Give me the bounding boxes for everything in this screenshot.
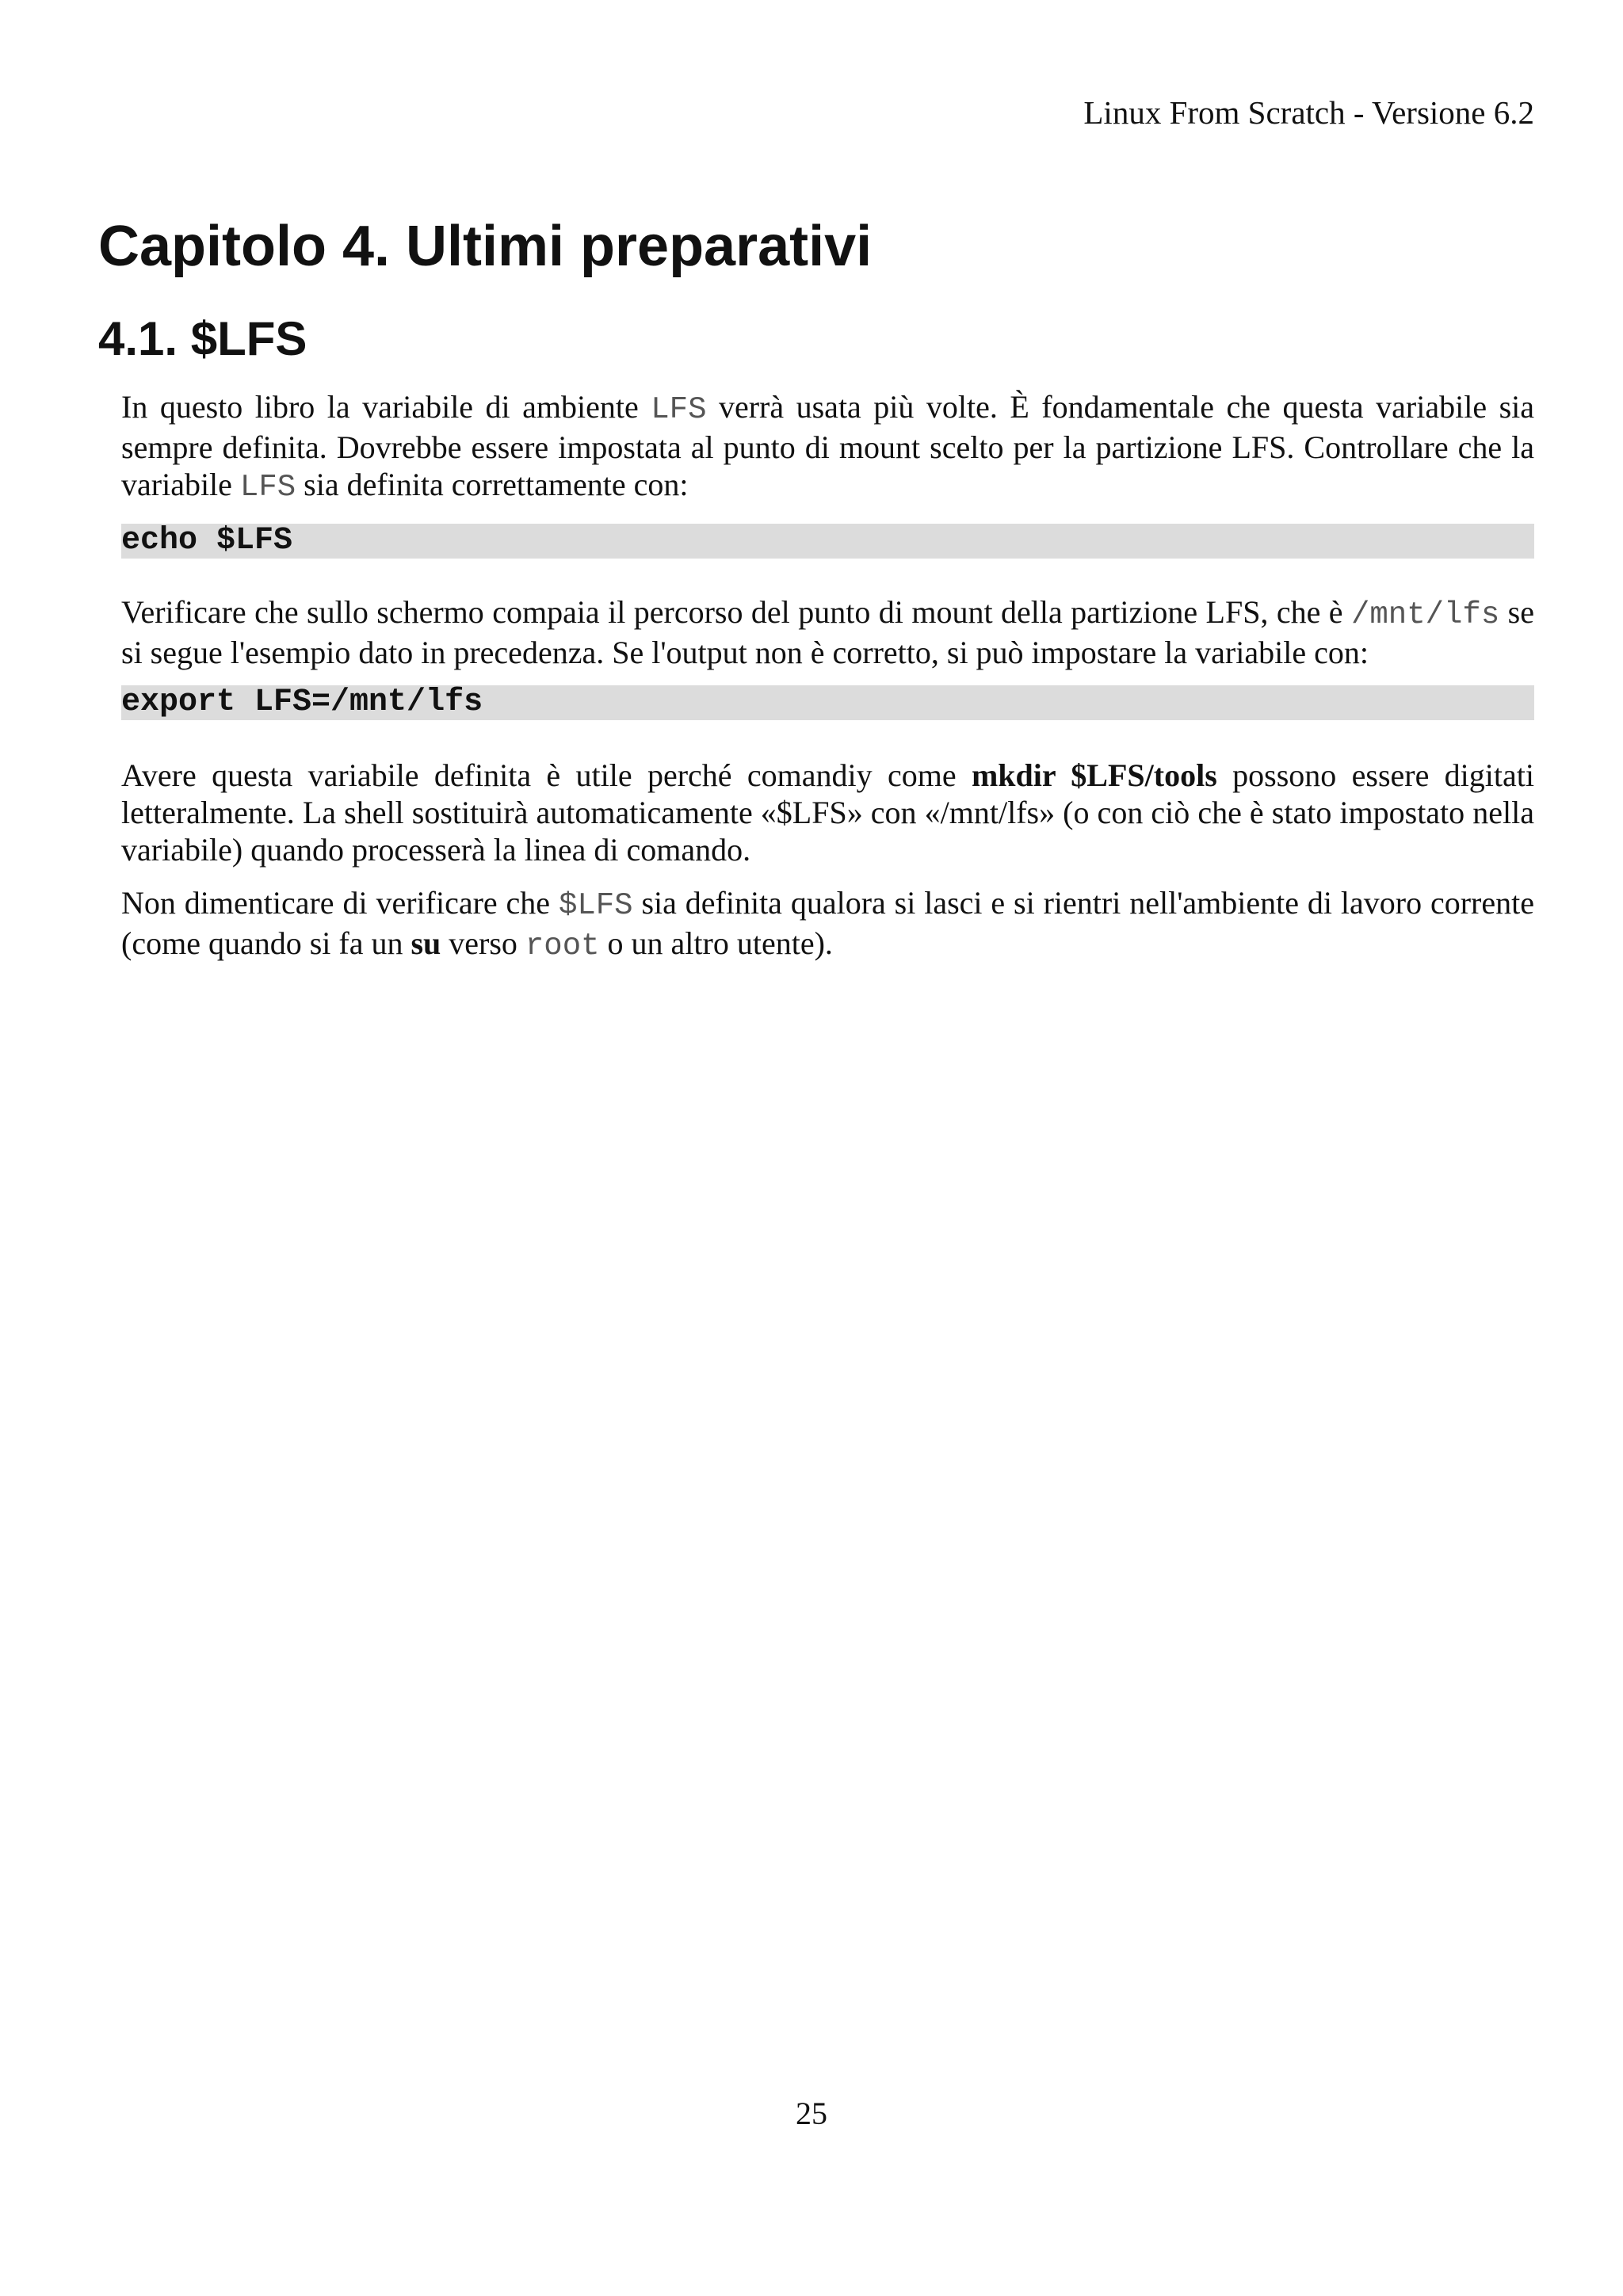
paragraph-variable-usage [121, 757, 1534, 868]
running-header: Linux From Scratch - Versione 6.2 [1083, 94, 1534, 131]
text-run: Verificare che sullo schermo compaia il percorso del punto di mount della partizione LFS, che è [121, 594, 1351, 630]
paragraph-reminder [121, 884, 1534, 965]
text-run: sia definita correttamente con: [296, 467, 689, 502]
command-block-echo: echo $LFS [121, 524, 1534, 559]
chapter-title: Capitolo 4. Ultimi preparativi [98, 215, 873, 278]
page-number: 25 [796, 2096, 827, 2131]
bold-command-mkdir: mkdir $LFS/tools [971, 757, 1217, 793]
text-run: sia definita qualora si lasci e si rientri nell'ambiente di lavoro corrente (come quando si fa un [121, 885, 1535, 961]
text-run: se si segue l'esempio dato in precedenza. Se l'output non è corretto, si può impostare la variabile con: [121, 594, 1534, 670]
text-run: Avere questa variabile definita è utile perché comandiy come [121, 757, 972, 793]
bold-command-su: su [411, 925, 441, 961]
text-run: verrà usata più volte. È fondamentale che questa variabile sia sempre definita. Dovrebbe essere impostata al punto di mount scelto per la partizione LFS. Controllare che la variabile [121, 389, 1535, 502]
paragraph-verify-mount [121, 593, 1534, 671]
text-run: In questo libro la variabile di ambiente [121, 389, 651, 425]
inline-code-lfs: LFS [239, 470, 296, 505]
text-run: o un altro utente). [599, 925, 833, 961]
text-run: possono essere digitati letteralmente. La shell sostituirà automaticamente «$LFS» con «/mnt/lfs» (o con ciò che è stato impostato nella variabile) quando processerà la linea di comando. [121, 757, 1535, 868]
text-run: Non dimenticare di verificare che [121, 885, 559, 921]
text-run: verso [441, 925, 525, 961]
inline-code-lfs-var: $LFS [558, 888, 633, 923]
section-content [121, 388, 1534, 965]
inline-code-root: root [525, 929, 600, 963]
paragraph-lfs-intro [121, 388, 1534, 506]
inline-code-mount-path: /mnt/lfs [1351, 597, 1500, 632]
inline-code-lfs: LFS [651, 392, 707, 427]
section-title: 4.1. $LFS [98, 312, 307, 365]
command-block-export: export LFS=/mnt/lfs [121, 685, 1534, 720]
